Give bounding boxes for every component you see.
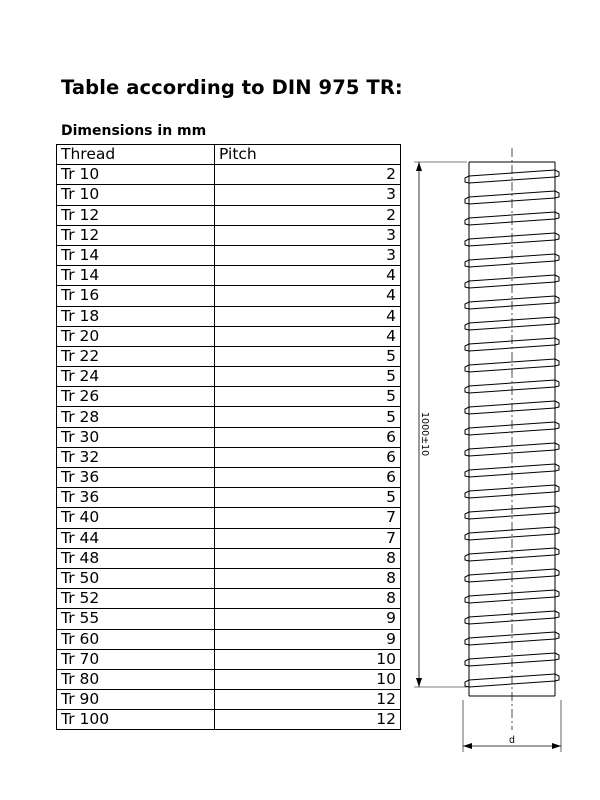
thread-edge-right: [555, 212, 559, 219]
thread-cell: Tr 14: [57, 266, 215, 286]
thread-edge-right: [555, 170, 559, 177]
pitch-cell: 4: [215, 326, 401, 346]
table-caption: Dimensions in mm: [61, 123, 207, 139]
pitch-cell: 6: [215, 427, 401, 447]
thread-edge-left: [465, 239, 469, 246]
table-row: [57, 165, 401, 185]
thread-edge-left: [465, 323, 469, 330]
thread-edge-left: [465, 680, 469, 687]
thread-cell: Tr 18: [57, 306, 215, 326]
pitch-cell: 8: [215, 589, 401, 609]
table-row: [57, 407, 401, 427]
table-row: [57, 508, 401, 528]
thread-edge-right: [555, 548, 559, 555]
pitch-cell: 5: [215, 407, 401, 427]
table-row: [57, 387, 401, 407]
pitch-cell: 10: [215, 669, 401, 689]
table-row: [57, 609, 401, 629]
table-row: [57, 447, 401, 467]
thread-edge-left: [465, 533, 469, 540]
thread-cell: Tr 52: [57, 589, 215, 609]
pitch-cell: 7: [215, 528, 401, 548]
pitch-cell: 5: [215, 346, 401, 366]
table-row: [57, 326, 401, 346]
thread-edge-right: [555, 485, 559, 492]
pitch-cell: 3: [215, 225, 401, 245]
thread-edge-left: [465, 197, 469, 204]
table-row: [57, 548, 401, 568]
thread-edge-left: [465, 302, 469, 309]
thread-cell: Tr 14: [57, 245, 215, 265]
pitch-cell: 12: [215, 690, 401, 710]
thread-cell: Tr 44: [57, 528, 215, 548]
thread-edge-left: [465, 260, 469, 267]
pitch-cell: 6: [215, 447, 401, 467]
thread-edge-left: [465, 344, 469, 351]
thread-cell: Tr 30: [57, 427, 215, 447]
pitch-cell: 7: [215, 508, 401, 528]
pitch-cell: 5: [215, 488, 401, 508]
thread-cell: Tr 10: [57, 165, 215, 185]
pitch-cell: 9: [215, 609, 401, 629]
thread-edge-right: [555, 380, 559, 387]
thread-cell: Tr 12: [57, 225, 215, 245]
column-header-thread: Thread: [57, 145, 215, 165]
thread-edge-right: [555, 338, 559, 345]
thread-edge-right: [555, 254, 559, 261]
length-label: 1000±10: [419, 412, 430, 457]
thread-edge-right: [555, 191, 559, 198]
table-row: [57, 205, 401, 225]
pitch-cell: 8: [215, 568, 401, 588]
thread-cell: Tr 24: [57, 367, 215, 387]
thread-cell: Tr 36: [57, 488, 215, 508]
table-row: [57, 367, 401, 387]
thread-cell: Tr 10: [57, 185, 215, 205]
pitch-cell: 6: [215, 468, 401, 488]
pitch-cell: 10: [215, 649, 401, 669]
thread-edge-left: [465, 470, 469, 477]
thread-edge-left: [465, 365, 469, 372]
thread-edge-left: [465, 218, 469, 225]
pitch-cell: 5: [215, 387, 401, 407]
thread-edge-right: [555, 653, 559, 660]
thread-edge-left: [465, 638, 469, 645]
thread-edge-right: [555, 527, 559, 534]
thread-cell: Tr 80: [57, 669, 215, 689]
thread-edge-left: [465, 386, 469, 393]
table-row: [57, 629, 401, 649]
pitch-cell: 8: [215, 548, 401, 568]
table-header-row: [57, 145, 401, 165]
pitch-cell: 9: [215, 629, 401, 649]
column-header-pitch: Pitch: [215, 145, 401, 165]
thread-edge-right: [555, 590, 559, 597]
table-row: [57, 669, 401, 689]
thread-cell: Tr 40: [57, 508, 215, 528]
thread-edge-right: [555, 674, 559, 681]
thread-edge-right: [555, 359, 559, 366]
thread-cell: Tr 100: [57, 710, 215, 730]
thread-edge-right: [555, 275, 559, 282]
thread-edge-left: [465, 596, 469, 603]
thread-pitch-table: [56, 144, 401, 730]
thread-cell: Tr 22: [57, 346, 215, 366]
thread-cell: Tr 50: [57, 568, 215, 588]
thread-edge-right: [555, 317, 559, 324]
pitch-cell: 2: [215, 165, 401, 185]
thread-edge-left: [465, 554, 469, 561]
thread-cell: Tr 28: [57, 407, 215, 427]
pitch-cell: 2: [215, 205, 401, 225]
thread-cell: Tr 55: [57, 609, 215, 629]
table-row: [57, 468, 401, 488]
thread-edge-left: [465, 659, 469, 666]
table-row: [57, 710, 401, 730]
table-row: [57, 286, 401, 306]
thread-cell: Tr 32: [57, 447, 215, 467]
table-row: [57, 245, 401, 265]
pitch-cell: 4: [215, 306, 401, 326]
table-row: [57, 346, 401, 366]
thread-edge-left: [465, 281, 469, 288]
table-row: [57, 488, 401, 508]
thread-edge-left: [465, 407, 469, 414]
pitch-cell: 3: [215, 185, 401, 205]
thread-edge-left: [465, 512, 469, 519]
table-row: [57, 266, 401, 286]
thread-edge-left: [465, 575, 469, 582]
thread-edge-right: [555, 422, 559, 429]
table-row: [57, 589, 401, 609]
thread-cell: Tr 26: [57, 387, 215, 407]
thread-edge-right: [555, 632, 559, 639]
thread-cell: Tr 70: [57, 649, 215, 669]
thread-edge-left: [465, 617, 469, 624]
thread-edge-right: [555, 506, 559, 513]
table-row: [57, 649, 401, 669]
thread-cell: Tr 90: [57, 690, 215, 710]
thread-edge-left: [465, 449, 469, 456]
thread-cell: Tr 36: [57, 468, 215, 488]
table-row: [57, 225, 401, 245]
pitch-cell: 12: [215, 710, 401, 730]
threaded-rod-drawing: [405, 140, 600, 760]
thread-edge-left: [465, 491, 469, 498]
page-title: Table according to DIN 975 TR:: [61, 76, 403, 99]
thread-edge-left: [465, 428, 469, 435]
diameter-label: d: [508, 735, 516, 746]
thread-edge-right: [555, 233, 559, 240]
table-row: [57, 306, 401, 326]
pitch-cell: 5: [215, 367, 401, 387]
thread-edge-left: [465, 176, 469, 183]
table-row: [57, 690, 401, 710]
pitch-cell: 4: [215, 266, 401, 286]
pitch-cell: 4: [215, 286, 401, 306]
length-dimension: [414, 162, 467, 687]
thread-cell: Tr 48: [57, 548, 215, 568]
thread-cell: Tr 16: [57, 286, 215, 306]
thread-cell: Tr 20: [57, 326, 215, 346]
thread-cell: Tr 12: [57, 205, 215, 225]
table-row: [57, 427, 401, 447]
thread-edge-right: [555, 443, 559, 450]
table-row: [57, 528, 401, 548]
pitch-cell: 3: [215, 245, 401, 265]
thread-edge-right: [555, 569, 559, 576]
thread-edge-right: [555, 401, 559, 408]
table-row: [57, 568, 401, 588]
thread-edge-right: [555, 464, 559, 471]
thread-cell: Tr 60: [57, 629, 215, 649]
thread-edge-right: [555, 296, 559, 303]
table-row: [57, 185, 401, 205]
thread-edge-right: [555, 611, 559, 618]
